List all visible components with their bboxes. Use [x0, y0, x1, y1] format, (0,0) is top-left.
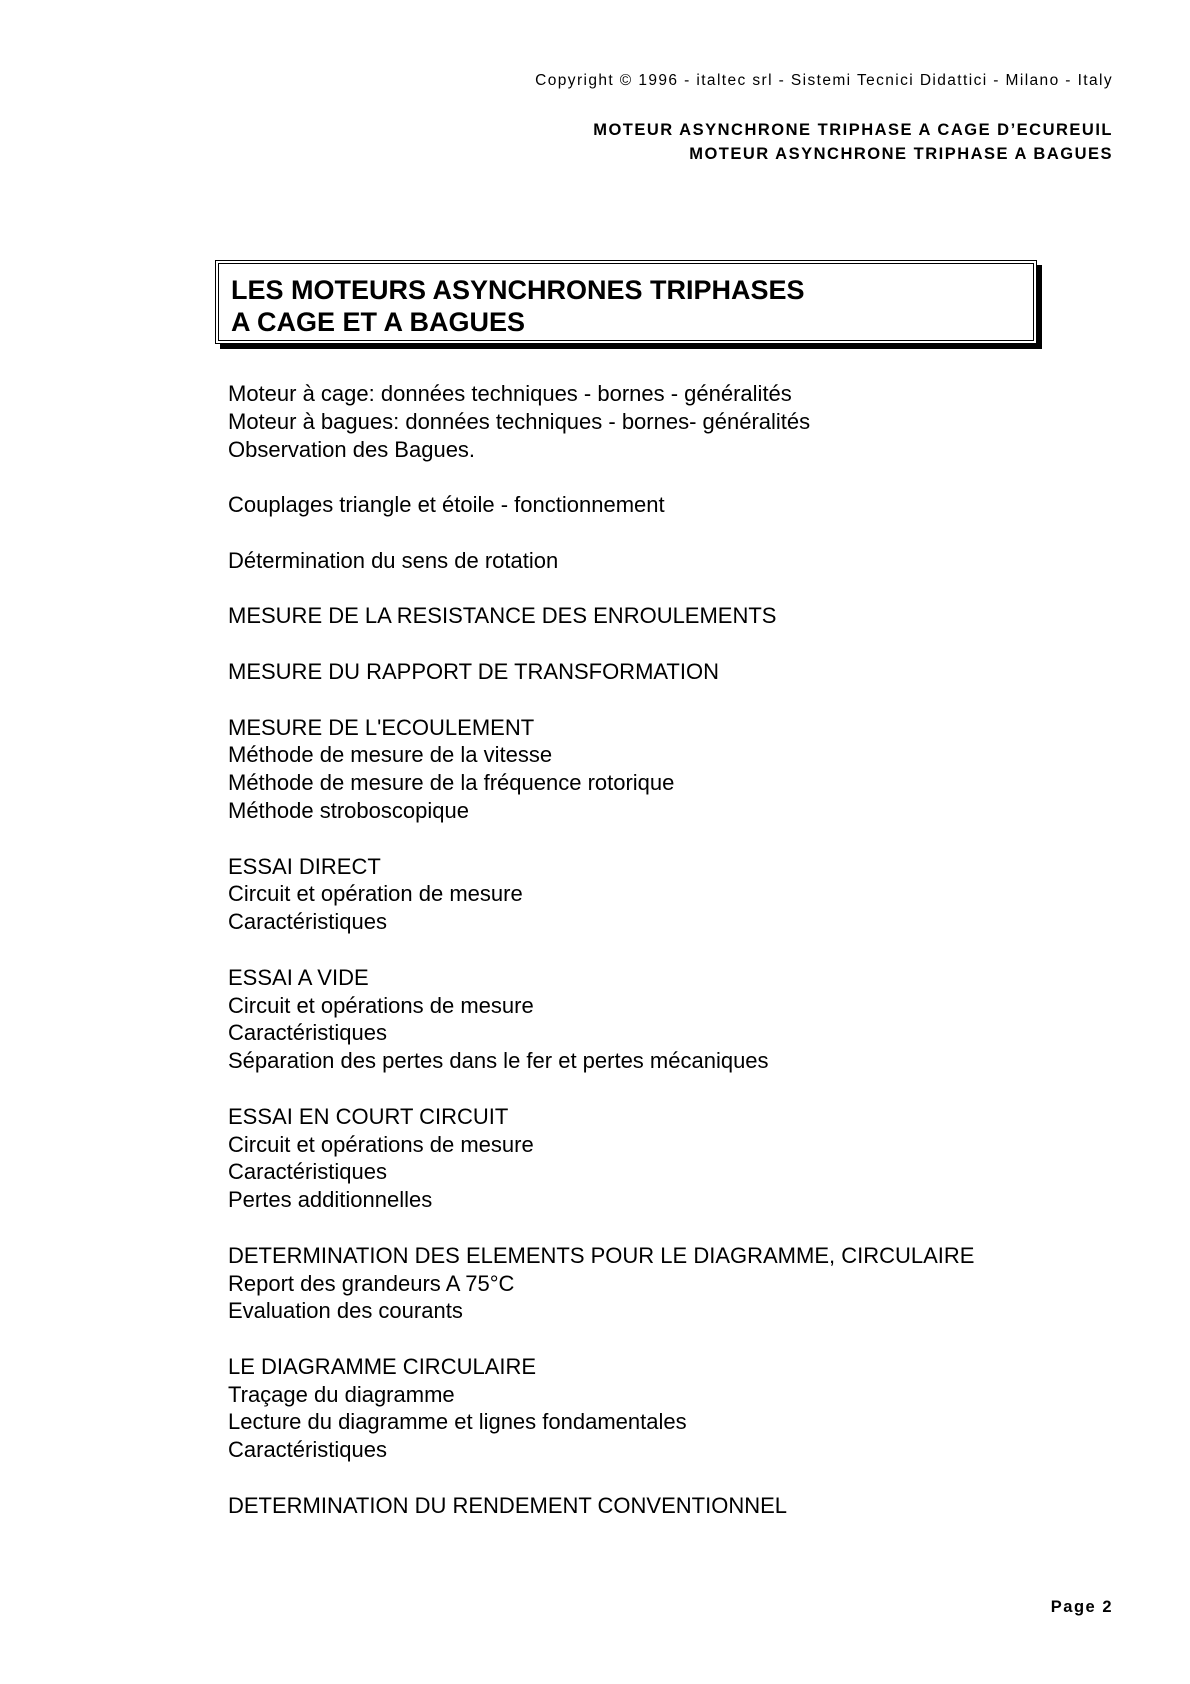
toc-section: [228, 1242, 974, 1325]
toc-entry: Moteur à bagues: données techniques - bornes- généralités: [228, 408, 811, 434]
toc-section: [228, 547, 974, 575]
toc-section-heading: ESSAI A VIDE: [228, 964, 369, 990]
main-title-line-2: A CAGE ET A BAGUES: [231, 307, 526, 337]
toc-section-heading: MESURE DE L'ECOULEMENT: [228, 714, 535, 740]
toc-entry: Report des grandeurs A 75°C: [228, 1270, 515, 1296]
toc-section-heading: Couplages triangle et étoile - fonctionnement: [228, 492, 665, 518]
toc-entry: Caractéristiques: [228, 1437, 387, 1463]
page-number: Page 2: [1050, 1598, 1113, 1616]
toc-section-heading: ESSAI EN COURT CIRCUIT: [228, 1103, 509, 1129]
toc-entry: Circuit et opérations de mesure: [228, 992, 534, 1018]
main-title-box: [215, 260, 1037, 344]
toc-section: [228, 964, 974, 1075]
toc-entry: Pertes additionnelles: [228, 1187, 433, 1213]
toc-entry: Caractéristiques: [228, 1159, 387, 1185]
toc-section: [228, 658, 974, 686]
toc-entry: Circuit et opération de mesure: [228, 881, 523, 907]
toc-section: [228, 714, 974, 825]
toc-section: [228, 1353, 974, 1464]
toc-section-heading: ESSAI DIRECT: [228, 853, 381, 879]
toc-section: [228, 1492, 974, 1520]
toc-entry: Lecture du diagramme et lignes fondamentales: [228, 1409, 687, 1435]
toc-entry: Méthode stroboscopique: [228, 797, 469, 823]
copyright-notice: Copyright © 1996 - italtec srl - Sistemi Tecnici Didattici - Milano - Italy: [535, 72, 1113, 89]
toc-section: [228, 602, 974, 630]
toc-entry: Circuit et opérations de mesure: [228, 1131, 534, 1157]
document-header: [593, 118, 1113, 166]
toc-section-heading: DETERMINATION DU RENDEMENT CONVENTIONNEL: [228, 1492, 788, 1518]
toc-section: [228, 491, 974, 519]
toc-entry: Méthode de mesure de la fréquence rotorique: [228, 770, 675, 796]
toc-section: [228, 380, 974, 463]
toc-section: [228, 853, 974, 936]
toc-entry: Caractéristiques: [228, 909, 387, 935]
toc-entry: Caractéristiques: [228, 1020, 387, 1046]
toc-section: [228, 1103, 974, 1214]
toc-entry: Evaluation des courants: [228, 1298, 463, 1324]
toc-entry: Observation des Bagues.: [228, 436, 476, 462]
toc-section-heading: MESURE DE LA RESISTANCE DES ENROULEMENTS: [228, 603, 777, 629]
toc-section-heading: MESURE DU RAPPORT DE TRANSFORMATION: [228, 658, 719, 684]
toc-section-heading: Détermination du sens de rotation: [228, 547, 559, 573]
toc-section-heading: LE DIAGRAMME CIRCULAIRE: [228, 1353, 537, 1379]
header-title-line-1: MOTEUR ASYNCHRONE TRIPHASE A CAGE D’ECUREUIL: [593, 121, 1113, 139]
toc-entry: Traçage du diagramme: [228, 1381, 455, 1407]
main-title-line-1: LES MOTEURS ASYNCHRONES TRIPHASES: [231, 275, 805, 305]
toc-section-heading: Moteur à cage: données techniques - bornes - généralités: [228, 381, 792, 406]
header-title-line-2: MOTEUR ASYNCHRONE TRIPHASE A BAGUES: [689, 145, 1113, 163]
toc-section-heading: DETERMINATION DES ELEMENTS POUR LE DIAGRAMME, CIRCULAIRE: [228, 1242, 975, 1268]
toc-entry: Méthode de mesure de la vitesse: [228, 742, 553, 768]
toc-entry: Séparation des pertes dans le fer et pertes mécaniques: [228, 1048, 769, 1074]
table-of-contents: [228, 380, 974, 1547]
